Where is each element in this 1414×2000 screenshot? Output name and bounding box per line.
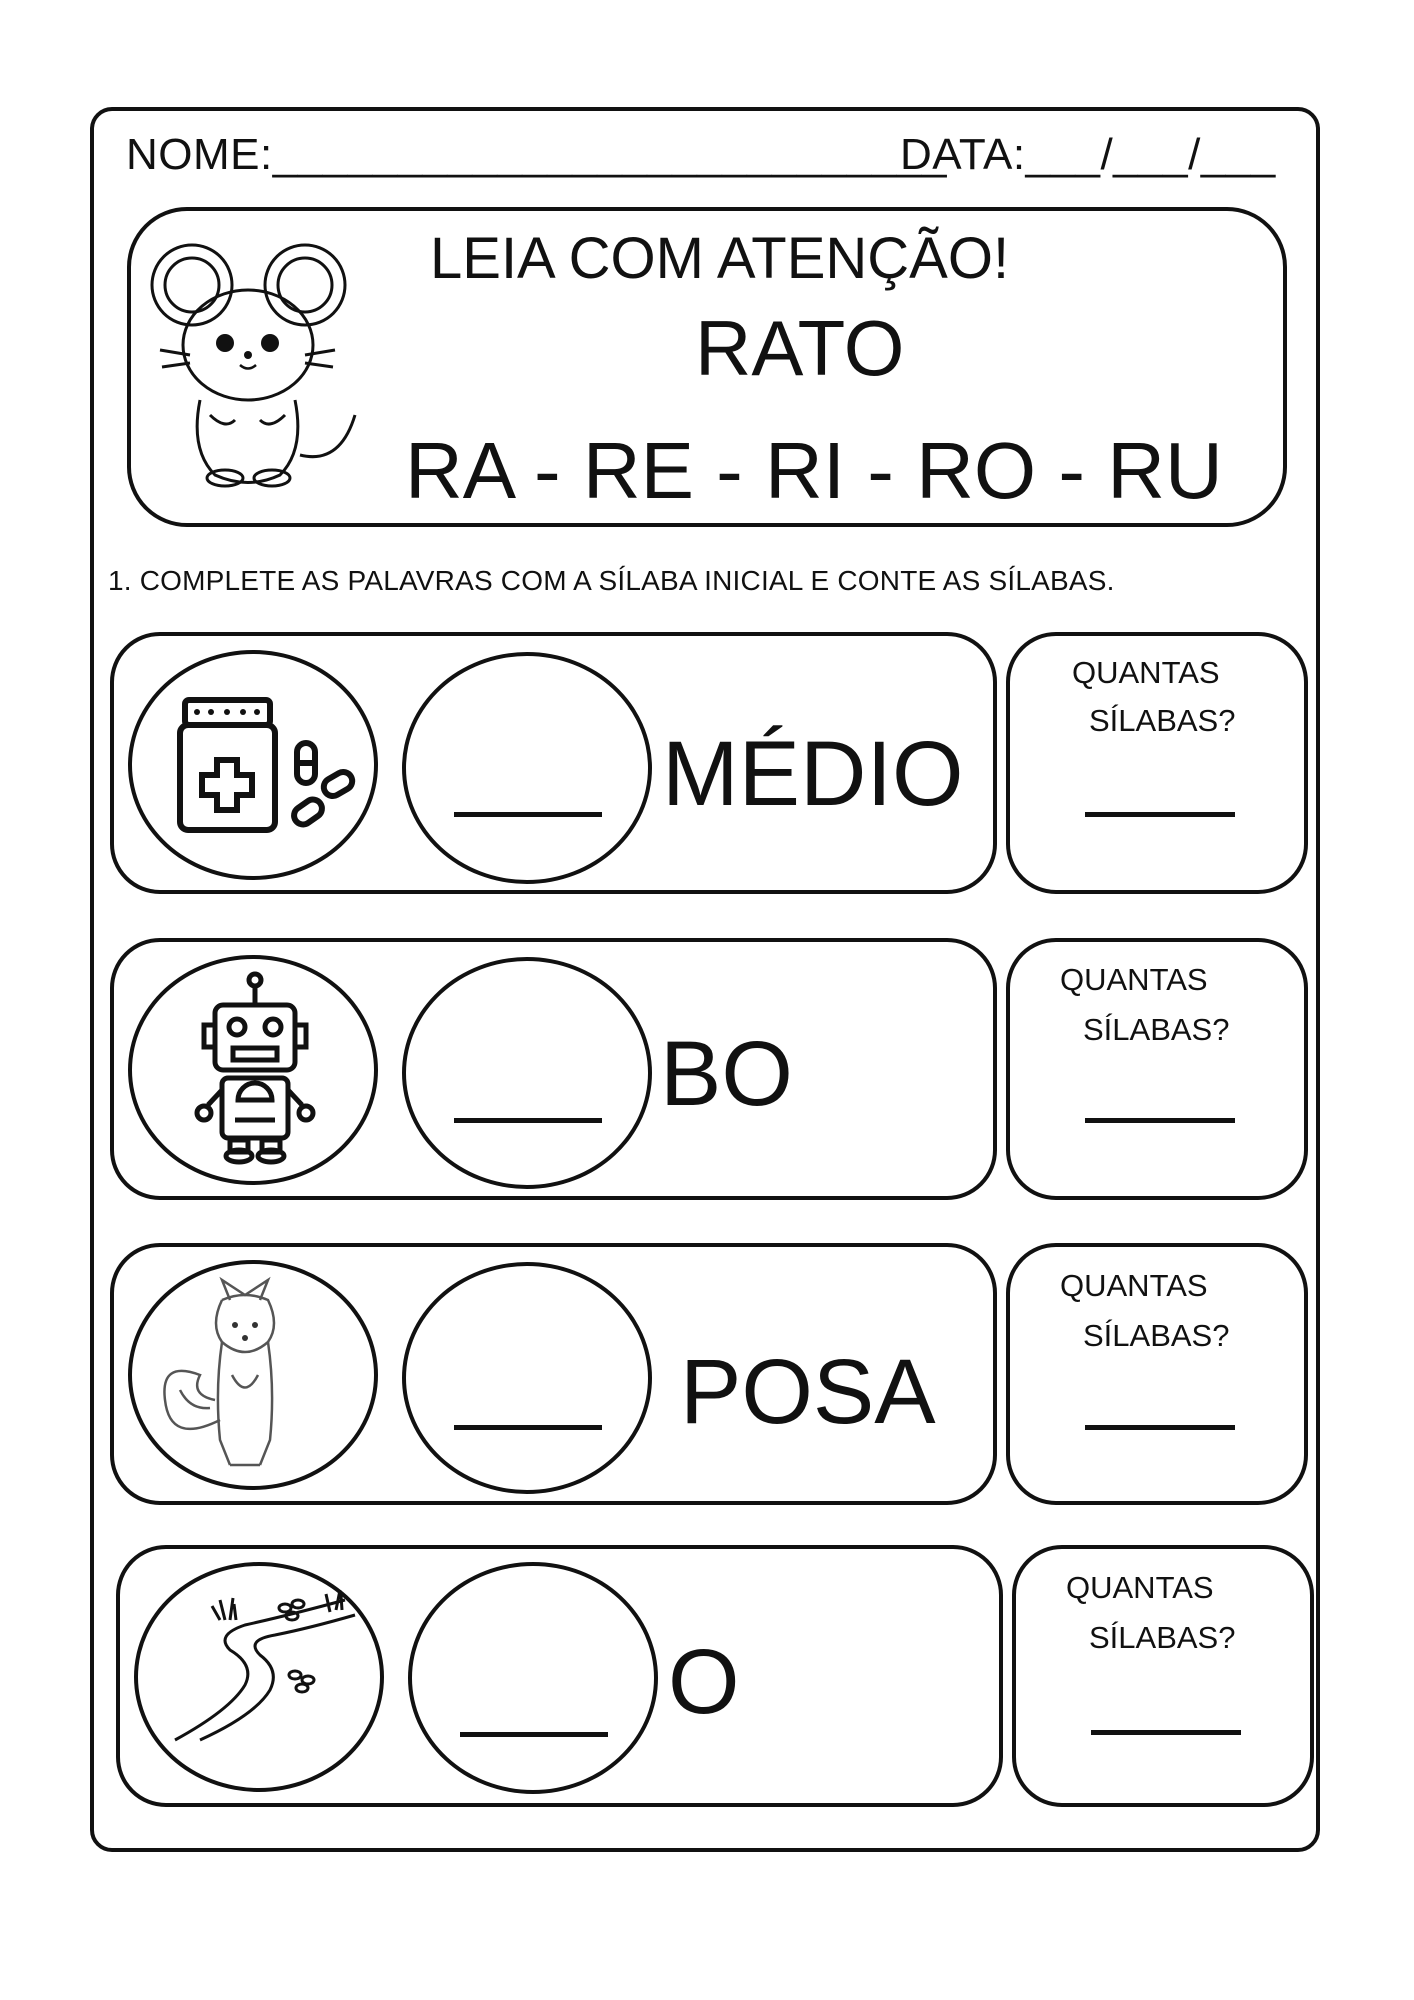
question-text: SÍLABAS? xyxy=(1089,1620,1236,1655)
title-word: RATO xyxy=(695,304,905,392)
syllable-blank-circle[interactable] xyxy=(402,1262,652,1494)
question-text: QUANTAS xyxy=(1060,962,1208,997)
fox-icon xyxy=(160,1280,330,1475)
mouse-icon xyxy=(140,235,370,495)
word-ending: BO xyxy=(660,1023,793,1125)
robot-icon xyxy=(190,970,320,1165)
question-text: SÍLABAS? xyxy=(1083,1012,1230,1047)
answer-line[interactable] xyxy=(1085,812,1235,817)
question-text: QUANTAS xyxy=(1066,1570,1214,1605)
answer-line[interactable] xyxy=(1085,1118,1235,1123)
syllable-blank-circle[interactable] xyxy=(408,1562,658,1794)
word-ending: MÉDIO xyxy=(662,723,964,825)
date-field[interactable]: DATA:___/___/___ xyxy=(900,130,1276,179)
syllable-blank-line[interactable] xyxy=(454,812,602,817)
answer-line[interactable] xyxy=(1085,1425,1235,1430)
question-text: SÍLABAS? xyxy=(1089,703,1236,738)
question-text: QUANTAS xyxy=(1072,655,1220,690)
name-field[interactable]: NOME:___________________________ xyxy=(126,130,947,179)
title-heading: LEIA COM ATENÇÃO! xyxy=(430,226,1010,291)
medicine-icon xyxy=(175,695,375,835)
question-text: SÍLABAS? xyxy=(1083,1318,1230,1353)
question-text: QUANTAS xyxy=(1060,1268,1208,1303)
instruction-text: 1. COMPLETE AS PALAVRAS COM A SÍLABA INICIAL E CONTE AS SÍLABAS. xyxy=(108,565,1115,596)
syllable-blank-line[interactable] xyxy=(454,1425,602,1430)
syllable-family: RA - RE - RI - RO - RU xyxy=(405,426,1223,515)
word-ending: O xyxy=(668,1631,740,1733)
syllable-blank-circle[interactable] xyxy=(402,652,652,884)
syllable-blank-circle[interactable] xyxy=(402,957,652,1189)
word-ending: POSA xyxy=(680,1341,936,1443)
answer-line[interactable] xyxy=(1091,1730,1241,1735)
syllable-blank-line[interactable] xyxy=(454,1118,602,1123)
syllable-blank-line[interactable] xyxy=(460,1732,608,1737)
river-icon xyxy=(170,1590,360,1750)
